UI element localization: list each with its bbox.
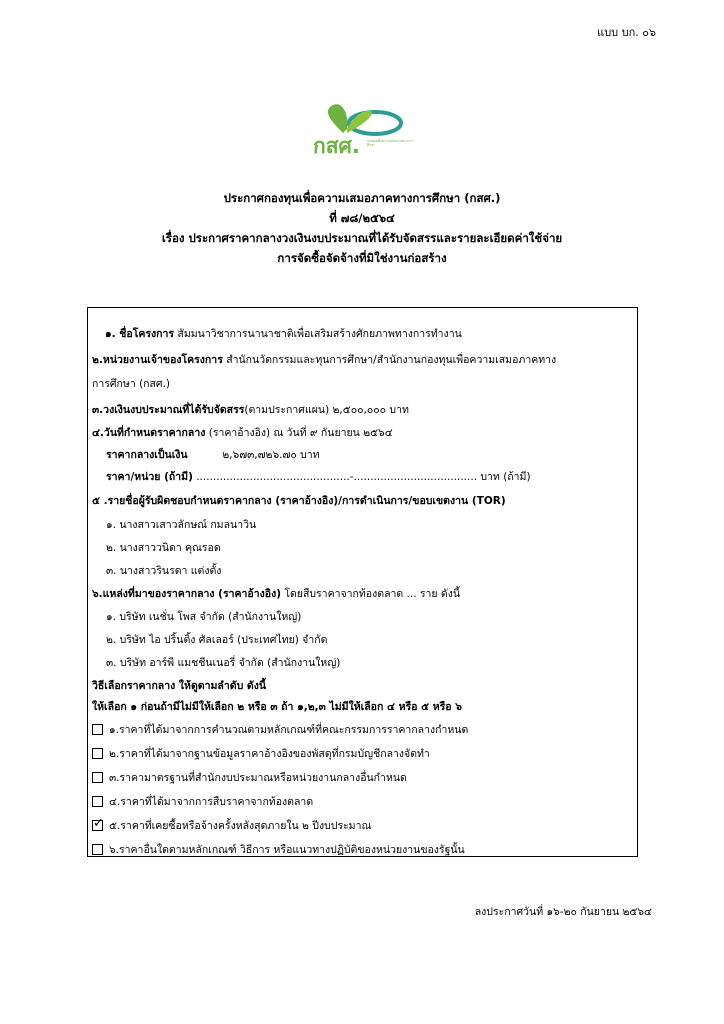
option-row-6[interactable] [92,843,465,857]
unit-price-value: ..............................................-..................................... บาท (ถ้ามี) [196,471,531,483]
median-price-label: ราคากลางเป็นเงิน [106,449,188,461]
option-checkbox-5[interactable] [92,816,104,831]
option-label-5: ๕.ราคาที่เคยซื้อหรือจ้างครั้งหลังสุดภายใน ๒ ปีงบประมาณ [109,820,372,832]
responsible-person-1: ๑. นางสาวเสาวลักษณ์ กมลนาวิน [106,519,257,531]
option-label-1: ๑.ราคาที่ได้มาจากการคำนวณตามหลักเกณฑ์ที่คณะกรรมการราคากลางกำหนด [109,724,469,736]
option-row-4[interactable] [92,795,313,809]
logo-wordmark: กสศ. [313,134,360,158]
header-line-4: การจัดซื้อจัดจ้างที่มิใช่งานก่อสร้าง [277,251,447,265]
owner-row-continued: การศึกษา (กสศ.) [92,378,171,390]
option-checkbox-1[interactable] [92,724,103,735]
source-value: โดยสืบราคาจากท้องตลาด ... ราย ดังนี้ [284,588,461,600]
method-rule: ให้เลือก ๑ ก่อนถ้ามีไม่มีให้เลือก ๒ หรือ ๓ ถ้า ๑,๒,๓ ไม่มีให้เลือก ๔ หรือ ๕ หรือ ๖ [92,701,462,713]
announcement-date: ลงประกาศวันที่ ๑๖-๒๐ กันยายน ๒๕๖๔ [474,906,652,918]
option-checkbox-2[interactable] [92,748,103,759]
budget-value: (ตามประกาศแผน) ๒,๕๐๐,๐๐๐ บาท [244,404,409,416]
option-label-6: ๖.ราคาอื่นใดตามหลักเกณฑ์ วิธีการ หรือแนวทางปฏิบัติของหน่วยงานของรัฐนั้น [109,844,465,856]
project-name-label: ๑. ชื่อโครงการ [105,328,175,340]
owner-value: สำนักนวัตกรรมและทุนการศึกษา/สำนักงานกองทุนเพื่อความเสมอภาคทาง [226,354,557,366]
organization-logo [313,103,413,161]
source-label: ๖.แหล่งที่มาของราคากลาง (ราคาอ้างอิง) [92,588,281,600]
checkmark-icon: ✓ [93,816,104,831]
median-price-row [106,448,320,462]
project-name-row [105,327,462,341]
option-row-3[interactable] [92,771,407,785]
responsible-person-2: ๒. นางสาววนิดา คุณรอด [106,542,221,554]
price-date-label: ๔.วันที่กำหนดราคากลาง [92,427,206,439]
median-price-value: ๒,๖๗๓,๗๒๖.๗๐ บาท [222,449,320,461]
price-date-row [92,426,393,440]
logo-subtitle: กองทุนเพื่อความเสมอภาคทางการศึกษา [367,139,414,147]
option-label-3: ๓.ราคามาตรฐานที่สำนักงบประมาณหรือหน่วยงานกลางอื่นกำหนด [109,772,407,784]
source-item-2: ๒. บริษัท ไอ ปริ้นติ้ง ศัลเลอร์ (ประเทศไทย) จำกัด [106,634,328,646]
owner-row [92,353,556,367]
budget-row [92,403,409,417]
price-date-value: (ราคาอ้างอิง) ณ วันที่ ๙ กันยายน ๒๕๖๔ [208,427,393,439]
header-line-1: ประกาศกองทุนเพื่อความเสมอภาคทางการศึกษา (กสศ.) [223,191,501,205]
announcement-header [0,188,724,268]
option-checkbox-4[interactable] [92,796,103,807]
form-number: แบบ บก. ๐๖ [597,26,656,39]
owner-label: ๒.หน่วยงานเจ้าของโครงการ [92,354,223,366]
budget-label: ๓.วงเงินงบประมาณที่ได้รับจัดสรร [92,404,245,416]
unit-price-label: ราคา/หน่วย (ถ้ามี) [106,471,193,483]
option-label-2: ๒.ราคาที่ได้มาจากฐานข้อมูลราคาอ้างอิงของพัสดุที่กรมบัญชีกลางจัดทำ [109,748,430,760]
method-title: วิธีเลือกราคากลาง ให้ดูตามลำดับ ดังนี้ [92,680,267,692]
header-line-3: เรื่อง ประกาศราคากลางวงเงินงบประมาณที่ได้รับจัดสรรและรายละเอียดค่าใช้จ่าย [161,231,563,245]
unit-price-row [106,470,531,484]
option-checkbox-3[interactable] [92,772,103,783]
option-row-1[interactable] [92,723,468,737]
option-row-5[interactable] [92,816,372,833]
header-line-2: ที่ ๗๘/๒๕๖๔ [329,211,395,225]
option-row-2[interactable] [92,747,430,761]
source-item-3: ๓. บริษัท อาร์พี แมชชีนเนอรี่ จำกัด (สำนักงานใหญ่) [106,657,341,669]
project-name-value: สัมมนาวิชาการนานาชาติเพื่อเสริมสร้างศักยภาพทางการทำงาน [177,328,462,340]
option-checkbox-6[interactable] [92,844,103,855]
responsible-heading: ๕ .รายชื่อผู้รับผิดชอบกำหนดราคากลาง (ราคาอ้างอิง)/การดำเนินการ/ขอบเขตงาน (TOR) [92,495,506,507]
source-row [92,587,460,601]
option-label-4: ๔.ราคาที่ได้มาจากการสืบราคาจากท้องตลาด [109,796,314,808]
responsible-person-3: ๓. นางสาวรินรดา แต่งตั้ง [106,565,222,577]
source-item-1: ๑. บริษัท เนชั่น โพส จำกัด (สำนักงานใหญ่) [106,611,302,623]
